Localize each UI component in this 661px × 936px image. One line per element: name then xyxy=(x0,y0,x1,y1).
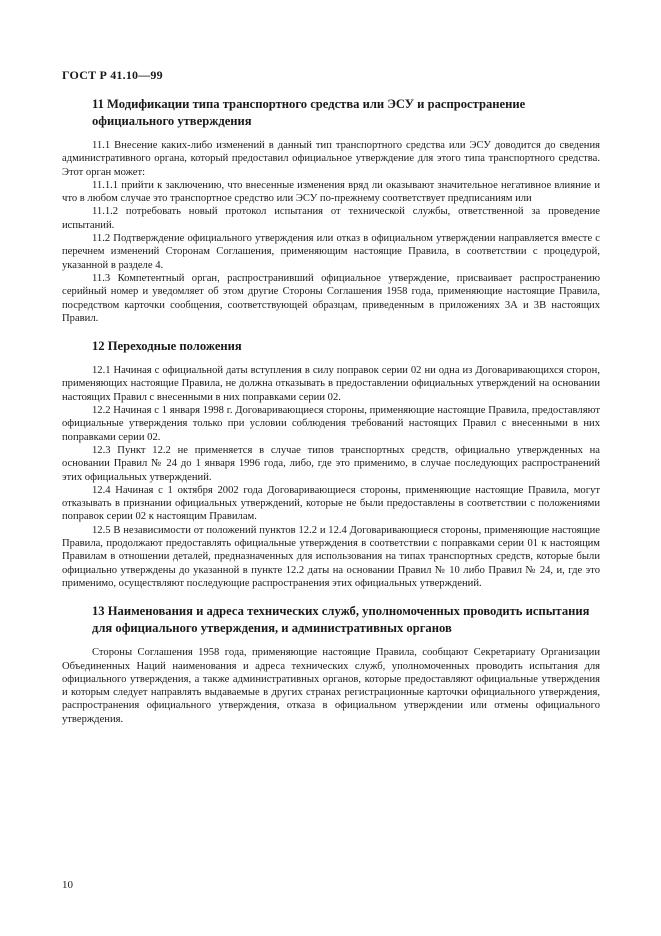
paragraph-12-4: 12.4 Начиная с 1 октября 2002 года Договаривающиеся стороны, применяющие настоящие Правила, могут отказывать в признании официальных утверждений, которые не были предоставлены в соответствии с положениями поправок серии 02 к настоящим Правилам. xyxy=(62,484,600,523)
page-number: 10 xyxy=(62,879,73,891)
paragraph-12-1: 12.1 Начиная с официальной даты вступления в силу поправок серии 02 ни одна из Договаривающихся сторон, применяющих настоящие Правила, не должна отказывать в предоставлении официальных утверждений на основании настоящих Правил с внесенными в них поправками серии 02. xyxy=(62,365,600,403)
paragraph-11-2: 11.2 Подтверждение официального утверждения или отказ в официальном утверждении направляется вместе с перечнем изменений Сторонам Соглашения, применяющим настоящие Правила, в соответствии с процедурой, указанной в разделе 4. xyxy=(62,233,600,271)
section-11-heading: 11 Модификации типа транспортного средства или ЭСУ и распространение официального утверждения xyxy=(92,97,526,128)
page-content xyxy=(62,96,600,726)
paragraph-12-2: 12.2 Начиная с 1 января 1998 г. Договаривающиеся стороны, применяющие настоящие Правила, предоставляют официальные утверждения только при условии соблюдения требований настоящих Правил с внесенными в них поправками серии 02. xyxy=(62,405,600,443)
paragraph-12-3: 12.3 Пункт 12.2 не применяется в случае типов транспортных средств, официально утвержденных на основании Правил № 24 до 1 января 1996 года, либо, где это применимо, в случае последующих распространений этих официальных утверждений. xyxy=(62,444,600,483)
paragraph-11-3: 11.3 Компетентный орган, распространивший официальное утверждение, присваивает распространению серийный номер и уведомляет об этом другие Стороны Соглашения 1958 года, применяющие настоящие Правила, посредством карточки сообщения, соответствующей образцам, приведенным в приложениях 3А и 3В настоящих Правил. xyxy=(62,272,600,324)
paragraph-11-1-2: 11.1.2 потребовать новый протокол испытания от технической службы, ответственной за проведение испытаний. xyxy=(62,206,600,231)
paragraph-12-5: 12.5 В независимости от положений пунктов 12.2 и 12.4 Договаривающиеся стороны, применяющие настоящие Правила, продолжают предоставлять официальные утверждения в соответствии с поправками серии 01 к настоящим Правилам в отношении деталей, предназначенных для использования на типах транспортных средств, которые были официально утверждены до указанной в пункте 12.2 даты на основании Правил № 10 либо Правил № 24, и, где это применимо, осуществляют последующие распространения этих официальных утверждений. xyxy=(62,524,600,589)
section-12-heading: 12 Переходные положения xyxy=(92,339,242,354)
standard-designation: ГОСТ Р 41.10—99 xyxy=(62,68,163,82)
paragraph-13-1: Стороны Соглашения 1958 года, применяющие настоящие Правила, сообщают Секретариату Организации Объединенных Наций наименования и адреса технических служб, уполномоченных проводить испытания для официального утверждения, а также административных органов, которые предоставляют официальные утверждения и которым следует направлять выдаваемые в других странах регистрационные карточки официального утверждения, распространения официального утверждения, отказа в официальном утверждении или отмены официального утверждения. xyxy=(62,647,600,725)
paragraph-11-1: 11.1 Внесение каких-либо изменений в данный тип транспортного средства или ЭСУ доводится до сведения административного органа, который предоставил официальное утверждение для этого типа транспортного средства. Этот орган может: xyxy=(62,140,600,178)
paragraph-11-1-1: 11.1.1 прийти к заключению, что внесенные изменения вряд ли оказывают значительное негативное влияние и что в любом случае это транспортное средство или ЭСУ по-прежнему соответствует предписаниям или xyxy=(62,179,600,205)
section-13-heading: 13 Наименования и адреса технических служб, уполномоченных проводить испытания для официального утверждения, и административных органов xyxy=(92,604,590,636)
